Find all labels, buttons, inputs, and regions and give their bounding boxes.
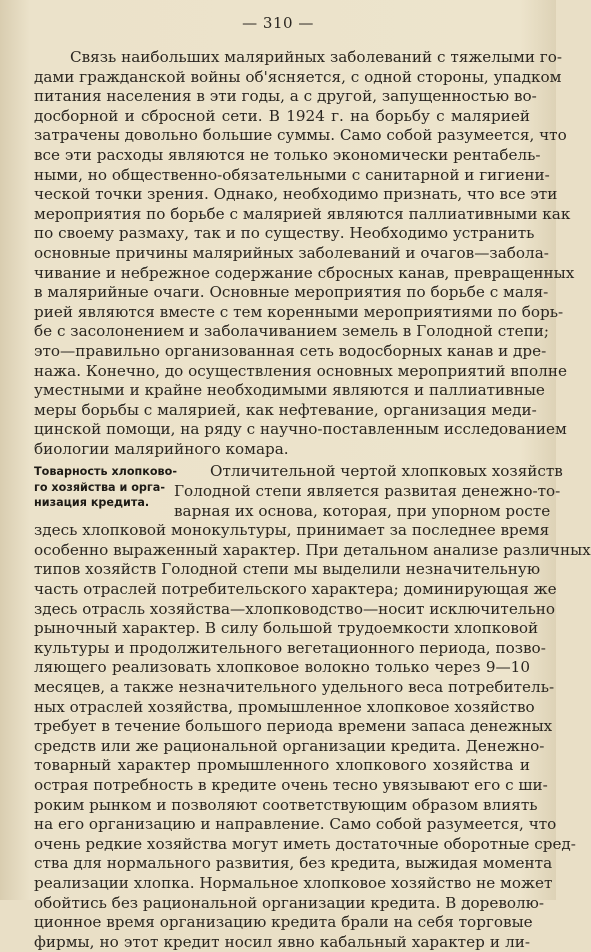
text-line: нажа. Конечно, до осуществления основных мероприятий вполне xyxy=(34,361,567,380)
sidenote-heading xyxy=(34,464,176,510)
section-cotton-credit xyxy=(34,462,591,952)
text-line: мероприятия по борьбе с малярией являются паллиативными как xyxy=(34,204,571,223)
text-line: культуры и продолжительного вегетационного периода, позво- xyxy=(34,638,546,657)
sidenote-line: го хозяйства и орга- xyxy=(34,480,165,494)
text-line: месяцев, а также незначительного удельного веса потребитель- xyxy=(34,678,555,696)
text-line: дами гражданской войны об'ясняется, с одной стороны, упадком xyxy=(34,67,562,86)
text-line: острая потребность в кредите очень тесно увязывают его с ши- xyxy=(34,775,548,794)
text-line: варная их основа, которая, при упорном росте xyxy=(174,501,551,520)
text-line: ляющего реализовать хлопковое волокно только через 9—10 xyxy=(34,658,530,677)
page-body xyxy=(34,48,591,952)
text-line: ства для нормального развития, без кредита, выжидая момента xyxy=(34,854,553,873)
text-line: требует в течение большого периода времени запаса денежных xyxy=(34,717,553,736)
text-line: досборной и сбросной сети. В 1924 г. на борьбу с малярией xyxy=(34,106,530,125)
text-line: меры борьбы с малярией, как нефтевание, организация меди- xyxy=(34,400,537,419)
text-line: ционное время организацию кредита брали на себя торговые xyxy=(34,913,533,932)
text-line: товарный характер промышленного хлопкового хозяйства и xyxy=(34,756,530,775)
text-line: рией являются вместе с тем коренными мероприятиями по борь- xyxy=(34,302,564,321)
text-line: Связь наибольших малярийных заболеваний с тяжелыми го- xyxy=(70,48,563,66)
sidenote-line: Товарность хлопково- xyxy=(34,465,177,479)
text-line: чивание и небрежное содержание сбросных канав, превращенных xyxy=(34,263,575,282)
text-line: это—правильно организованная сеть водосборных канав и дре- xyxy=(34,341,547,360)
text-line: очень редкие хозяйства могут иметь достаточные оборотные сред- xyxy=(34,834,576,853)
paragraph-cotton-body xyxy=(34,521,591,952)
text-line: в малярийные очаги. Основные мероприятия по борьбе с маля- xyxy=(34,283,549,302)
text-line: типов хозяйств Голодной степи мы выделили незначительную xyxy=(34,560,541,579)
text-line: затрачены довольно большие суммы. Само собой разумеется, что xyxy=(34,126,567,145)
text-line: роким рынком и позволяют соответствующим образом влиять xyxy=(34,795,538,814)
text-line: биологии малярийного комара. xyxy=(34,439,289,458)
text-line: Отличительной чертой хлопковых хозяйств xyxy=(210,462,563,481)
paragraph-malaria xyxy=(34,48,575,459)
text-line: здесь хлопковой монокультуры, принимает за последнее время xyxy=(34,521,550,540)
text-line: питания населения в эти годы, а с другой, запущенностью во- xyxy=(34,87,537,106)
text-line: здесь отрасль хозяйства—хлопководство—носит исключительно xyxy=(34,599,555,618)
page-number: — 310 — xyxy=(242,14,314,32)
text-line: уместными и крайне необходимыми являются и паллиативные xyxy=(34,381,545,400)
text-line: по своему размаху, так и по существу. Необходимо устранить xyxy=(34,224,535,243)
text-line: ных отраслей хозяйства, промышленное хлопковое хозяйство xyxy=(34,697,535,716)
text-line: на его организацию и направление. Само собой разумеется, что xyxy=(34,815,557,834)
text-line: часть отраслей потребительского характера; доминирующая же xyxy=(34,580,557,599)
text-line: средств или же рациональной организации кредита. Денежно- xyxy=(34,736,545,755)
text-line: основные причины малярийных заболеваний и очагов—заболa- xyxy=(34,243,549,262)
text-line: рыночный характер. В силу большой трудоемкости хлопковой xyxy=(34,619,539,638)
text-line: реализации хлопка. Нормальное хлопковое хозяйство не может xyxy=(34,873,553,892)
text-line: бе с засолонением и заболачиванием земель в Голодной степи; xyxy=(34,322,549,341)
text-line: цинской помощи, на ряду с научно-поставленным исследованием xyxy=(34,420,567,439)
text-line: ческой точки зрения. Однако, необходимо признать, что все эти xyxy=(34,185,558,204)
text-line: ными, но общественно-обязательными с санитарной и гигиени- xyxy=(34,165,550,184)
text-line: все эти расходы являются не только экономически рентабель- xyxy=(34,145,541,164)
text-line: фирмы, но этот кредит носил явно кабальный характер и ли- xyxy=(34,932,530,951)
sidenote-line: низация кредита. xyxy=(34,495,150,509)
text-line: особенно выраженный характер. При детальном анализе различных xyxy=(34,540,591,559)
text-line: обойтись без рациональной организации кредита. В дореволю- xyxy=(34,893,545,912)
paragraph-cotton-intro xyxy=(174,462,563,521)
text-line: Голодной степи является развитая денежно-то- xyxy=(174,482,561,501)
